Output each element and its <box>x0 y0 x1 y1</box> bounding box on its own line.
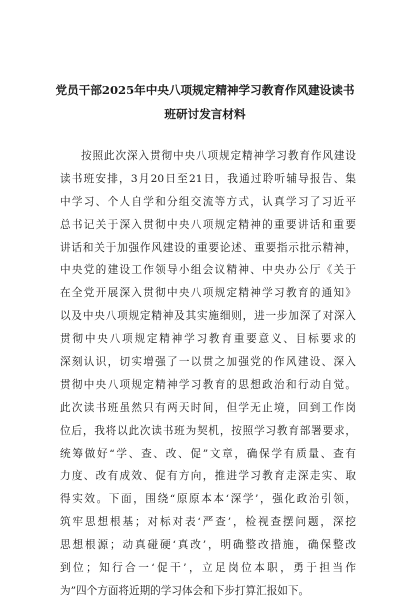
document-title-line-2: 班研讨发言材料 <box>164 107 246 121</box>
body-line: 读书班安排，3月20日至21日，我通过聆听辅导报告、集 <box>60 172 356 185</box>
body-line: 讲话和关于加强作风建设的重要论述、重要指示批示精神， <box>60 241 356 254</box>
body-line: 在全党开展深入贯彻中央八项规定精神学习教育的通知》 <box>60 287 356 300</box>
body-line: 总书记关于深入贯彻中央八项规定精神的重要讲话和重要 <box>60 218 356 231</box>
body-line: 位后，我将以此次读书班为契机，按照学习教育部署要求， <box>60 424 356 437</box>
body-line: 以及中央八项规定精神及其实施细则，进一步加深了对深入 <box>60 310 356 323</box>
body-line: 筑牢思想根基；对标对表‘严查’，检视查摆问题，深挖 <box>60 516 356 529</box>
body-line: 为”四个方面将近期的学习体会和下步打算汇报如下。 <box>60 584 310 597</box>
body-line: 中学习、个人自学和分组交流等方式，认真学习了习近平 <box>60 195 356 208</box>
body-line: 此次读书班虽然只有两天时间，但学无止境，回到工作岗 <box>60 401 356 414</box>
body-line: 按照此次深入贯彻中央八项规定精神学习教育作风建设 <box>81 150 356 162</box>
body-line: 得实效。下面，围绕“原原本本‘深学’，强化政治引领， <box>60 493 356 506</box>
body-line: 思想根源；动真碰硬‘真改’，明确整改措施，确保整改 <box>60 539 356 552</box>
body-line: 深刻认识，切实增强了一以贯之加强党的作风建设、深入 <box>60 356 356 369</box>
document-title-line-1: 党员干部2025年中央八项规定精神学习教育作风建设读书 <box>55 83 355 97</box>
body-line: 中央党的建设工作领导小组会议精神、中央办公厅《关于 <box>60 264 356 277</box>
body-line: 贯彻中央八项规定精神学习教育的思想政治和行动自觉。 <box>60 378 356 391</box>
body-line: 贯彻中央八项规定精神学习教育重要意义、目标要求的 <box>60 333 356 346</box>
body-line: 到位；知行合一‘促干’，立足岗位本职，勇于担当作 <box>60 562 356 575</box>
body-line: 统筹做好“学、查、改、促”文章，确保学有质量、查有 <box>60 447 356 460</box>
body-line: 力度、改有成效、促有方向，推进学习教育走深走实、取 <box>60 470 356 483</box>
document-body <box>60 145 356 603</box>
